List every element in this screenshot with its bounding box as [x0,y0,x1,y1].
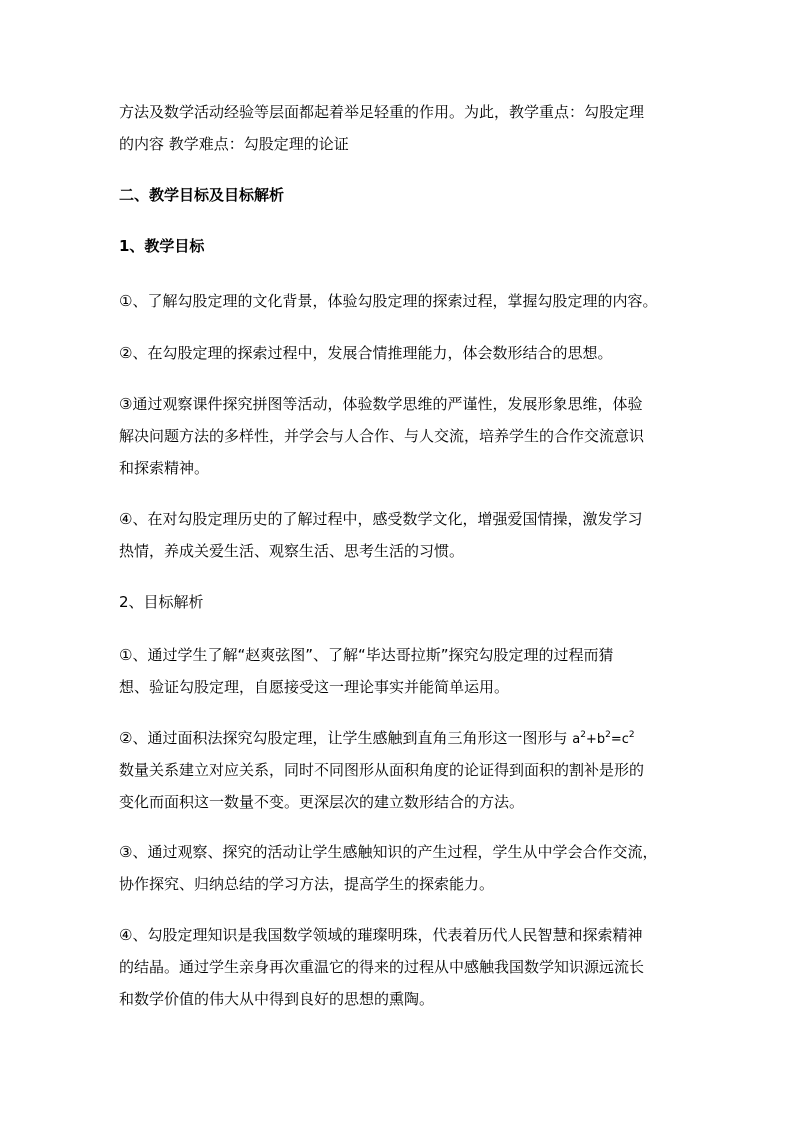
text-line: ④、勾股定理知识是我国数学领域的璀璨明珠，代表着历代人民智慧和探索精神 [119,926,643,944]
goal-item-3 [119,388,679,484]
text-line: 数量关系建立对应关系，同时不同图形从面积角度的论证得到面积的割补是形的 [119,761,645,779]
subsection-heading-goals [119,230,679,262]
text-line: 的结晶。通过学生亲身再次重温它的得来的过程从中感触我国数学知识源远流长 [119,958,645,976]
text-line: 方法及数学活动经验等层面都起着举足轻重的作用。为此，教学重点：勾股定理 [119,103,645,121]
text-line: ②、在勾股定理的探索过程中，发展合情推理能力，体会数形结合的思想。 [119,344,613,362]
formula: $a^2+b^2=c^2$ [572,730,635,747]
analysis-item-1 [119,639,679,703]
text-line: ③、通过观察、探究的活动让学生感触知识的产生过程，学生从中学会合作交流， [119,843,658,861]
subsection-heading-text: 2、目标解析 [119,593,204,611]
text-line: 的内容 教学难点：勾股定理的论证 [119,135,349,153]
text-line: ①、了解勾股定理的文化背景，体验勾股定理的探索过程，掌握勾股定理的内容。 [119,292,658,310]
section-heading [119,179,679,211]
analysis-item-4 [119,919,679,1015]
section-heading-text: 二、教学目标及目标解析 [119,186,285,204]
text-line: ③通过观察课件探究拼图等活动，体验数学思维的严谨性，发展形象思维，体验 [119,395,643,413]
text-line: ④、在对勾股定理历史的了解过程中，感受数学文化，增强爱国情操，激发学习 [119,510,643,528]
text-line-with-formula [119,722,679,754]
analysis-item-2 [119,722,679,818]
analysis-item-3 [119,836,679,900]
text-line: 变化而面积这一数量不变。更深层次的建立数形结合的方法。 [119,793,525,811]
text-line: ①、通过学生了解“赵爽弦图”、了解“毕达哥拉斯”探究勾股定理的过程而猜 [119,646,614,664]
text-line: 协作探究、归纳总结的学习方法，提高学生的探索能力。 [119,875,495,893]
goal-item-1 [119,285,679,317]
subsection-heading-analysis [119,586,679,618]
text-line: 和数学价值的伟大从中得到良好的思想的熏陶。 [119,990,435,1008]
goal-item-2 [119,337,679,369]
text-line: 解决问题方法的多样性，并学会与人合作、与人交流，培养学生的合作交流意识 [119,427,645,445]
intro-paragraph [119,96,679,160]
text-line: 和探索精神。 [119,459,210,477]
text-line: 想、验证勾股定理，自愿接受这一理论事实并能简单运用。 [119,678,510,696]
subsection-heading-text: 1、教学目标 [119,237,205,255]
text-segment: ②、通过面积法探究勾股定理，让学生感触到直角三角形这一图形与 [119,729,573,747]
text-line: 热情，养成关爱生活、观察生活、思考生活的习惯。 [119,542,465,560]
goal-item-4 [119,503,679,567]
